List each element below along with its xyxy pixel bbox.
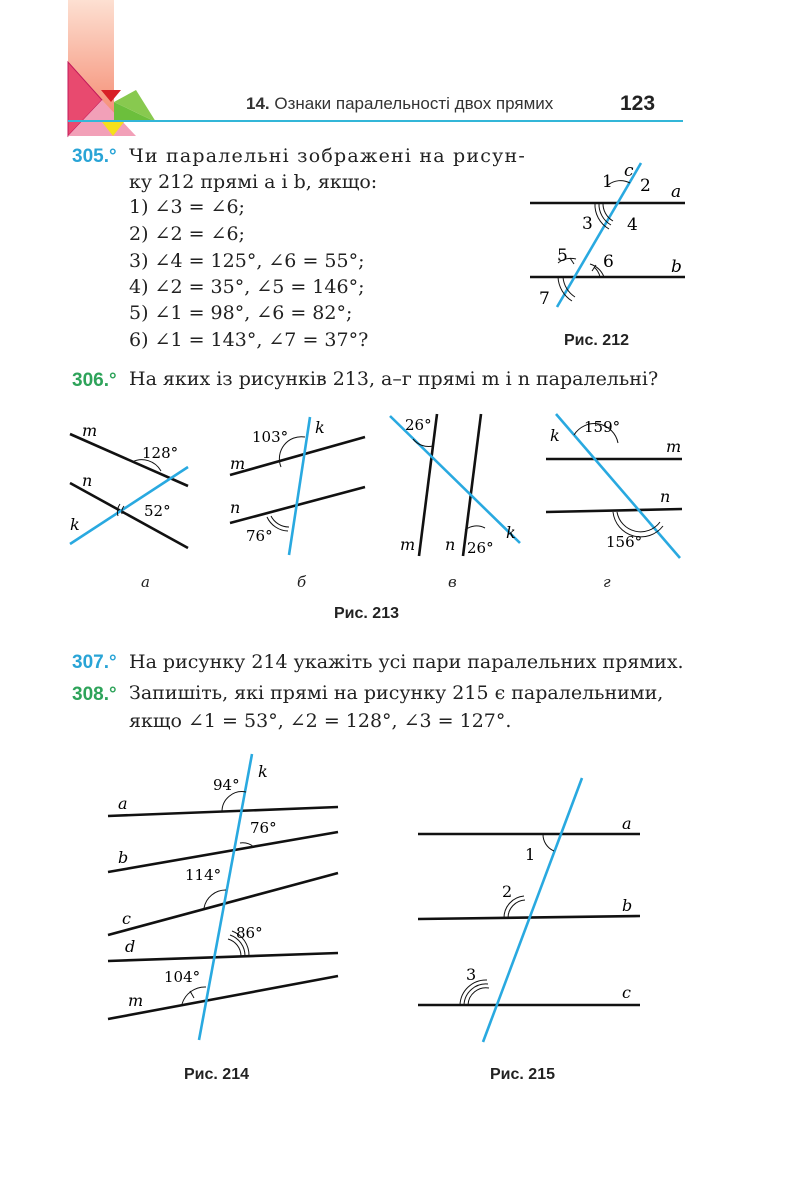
figure-214 [100,750,350,1050]
problem-307-number: 307.° [72,652,117,673]
angle-label: 2 [640,176,651,196]
angle-label: 128° [142,444,179,462]
problem-305-number: 305.° [72,146,117,167]
label-k: k [550,426,560,445]
problem-307-text: На рисунку 214 укажіть усі пари паралельних прямих. [129,651,684,673]
problem-308-number: 308.° [72,684,117,705]
label-a: a [622,814,632,833]
problem-305-item: 3) ∠4 = 125°, ∠6 = 55°; [129,250,365,272]
angle-label: 5 [557,246,568,266]
label-b: b [118,848,129,867]
label-k: k [258,762,268,781]
label-m: m [82,421,98,440]
label-c: c [622,983,631,1002]
figure-212-caption: Рис. 212 [564,332,629,349]
angle-label: 4 [627,215,638,235]
label-m: m [128,991,144,1010]
angle-label: 1 [525,845,536,864]
angle-label: 104° [164,968,201,986]
problem-305-item: 5) ∠1 = 98°, ∠6 = 82°; [129,302,353,324]
figure-214-caption: Рис. 214 [184,1066,249,1083]
label-m: m [400,535,416,554]
problem-308-line1: Запишіть, які прямі на рисунку 215 є паралельними, [129,682,664,704]
angle-label: 3 [582,214,593,234]
label-k: k [70,515,80,534]
angle-label: 159° [584,418,621,436]
page-number: 123 [620,92,656,115]
figure-213g [540,408,690,560]
angle-label: 26° [467,539,494,557]
angle-label: 52° [144,502,171,520]
problem-305-line1: Чи паралельні зображені на рисун- [129,145,526,167]
label-b: b [622,896,633,915]
angle-label: 26° [405,416,432,434]
figure-213a [60,420,200,560]
label-m: m [666,437,682,456]
label-k: k [315,418,325,437]
angle-label: 94° [213,776,240,794]
label-b: b [671,257,682,277]
angle-label: 103° [252,428,289,446]
label-c: c [122,909,131,928]
section-header: 14. Ознаки паралельності двох прямих [246,94,554,113]
figure-212 [520,155,695,315]
tangram-logo-icon [66,60,161,140]
label-c: c [624,161,634,181]
label-n: n [230,498,241,517]
figure-215 [410,770,650,1050]
angle-label: 76° [250,819,277,837]
angle-label: 6 [603,252,614,272]
problem-306-text: На яких із рисунків 213, а–г прямі m і n паралельні? [129,368,659,390]
angle-label: 1 [602,172,613,192]
angle-label: 76° [246,527,273,545]
problem-305-line2: ку 212 прямі a і b, якщо: [129,171,378,193]
figure-213v-label: в [448,573,457,591]
angle-label: 86° [236,924,263,942]
label-n: n [445,535,456,554]
label-a: a [118,794,128,813]
label-n: n [660,487,671,506]
problem-305-item: 1) ∠3 = ∠6; [129,196,245,218]
figure-213b [225,415,385,560]
figure-213a-label: а [141,573,150,591]
figure-213b-label: б [297,573,307,591]
angle-label: 3 [466,965,477,984]
line-c [557,163,641,307]
angle-label: 156° [606,533,643,551]
problem-306-number: 306.° [72,370,117,391]
figure-213g-label: г [603,573,611,591]
label-k: k [506,523,516,542]
label-d: d [125,937,136,956]
label-m: m [230,454,246,473]
label-a: a [671,182,682,202]
figure-215-caption: Рис. 215 [490,1066,555,1083]
angle-label: 7 [539,289,550,309]
figure-213v [385,408,530,560]
figure-213-caption: Рис. 213 [334,605,399,622]
angle-label: 114° [185,866,222,884]
problem-305-item: 2) ∠2 = ∠6; [129,223,245,245]
angle-label: 2 [502,882,513,901]
problem-308-line2: якщо ∠1 = 53°, ∠2 = 128°, ∠3 = 127°. [129,710,512,732]
header-divider [68,120,683,122]
problem-305-item: 6) ∠1 = 143°, ∠7 = 37°? [129,329,369,351]
problem-305-item: 4) ∠2 = 35°, ∠5 = 146°; [129,276,365,298]
label-n: n [82,471,93,490]
